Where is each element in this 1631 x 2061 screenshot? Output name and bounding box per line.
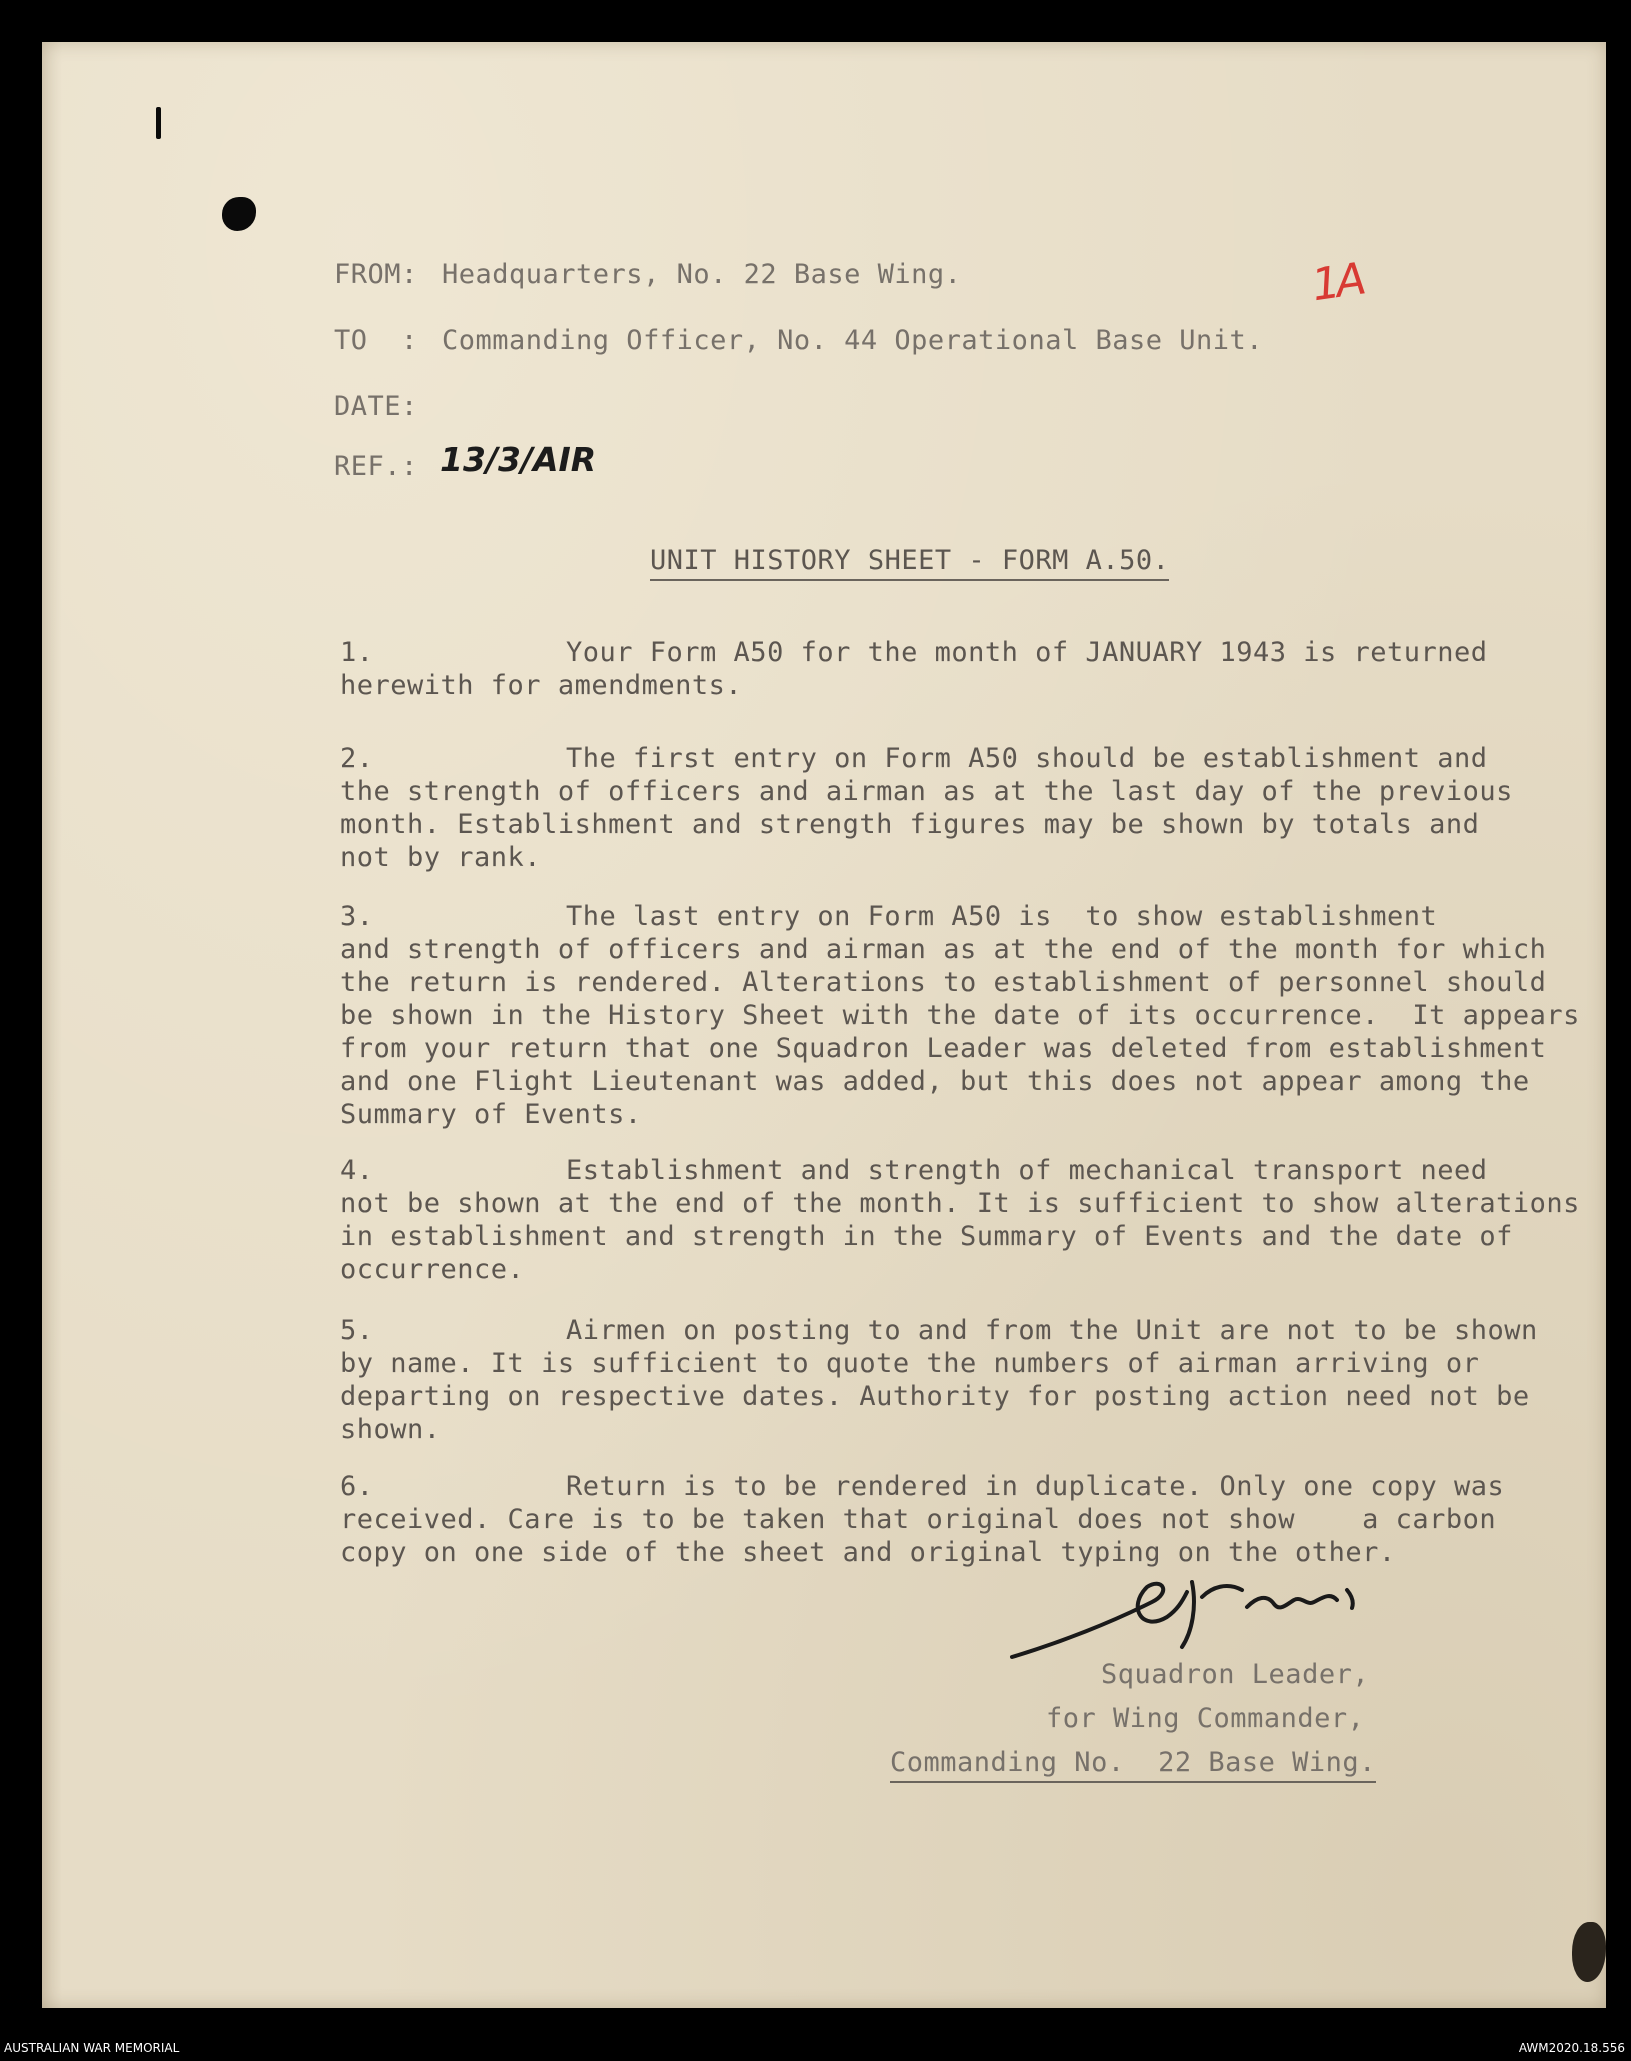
paragraph-body: by name. It is sufficient to quote the numbers of airman arriving or departing on respective dates. Authority for posting action need not be shown. [340,1348,1530,1445]
hole-mark [222,197,256,231]
from-value: Headquarters, No. 22 Base Wing. [442,259,962,290]
to-value: Commanding Officer, No. 44 Operational Base Unit. [442,325,1264,356]
archive-reference: AWM2020.18.556 [1518,2041,1625,2055]
date-label: DATE: [334,391,418,422]
paragraph-number: 1. [340,637,374,668]
paragraph-first-line: Establishment and strength of mechanical transport need [566,1155,1488,1186]
ref-handwritten: 13/3/AIR [440,440,597,479]
paragraph-body: herewith for amendments. [340,670,743,701]
signatory-rank: Squadron Leader, [1101,1659,1370,1690]
to-label: TO : [334,325,418,356]
ref-label: REF.: [334,451,418,482]
paragraph-number: 6. [340,1471,374,1502]
from-label: FROM: [334,259,418,290]
paragraph-first-line: The last entry on Form A50 is to show establishment [566,901,1438,932]
paragraph-first-line: The first entry on Form A50 should be establishment and [566,743,1488,774]
document-page [42,42,1606,2008]
folio-mark: 1A [1308,253,1366,312]
signatory-for-line: for Wing Commander, [1046,1703,1365,1734]
paragraph-first-line: Airmen on posting to and from the Unit are not to be shown [566,1315,1538,1346]
paragraph-body: not be shown at the end of the month. It is sufficient to show alterations in establishment and strength in the Summary of Events and the date of occurrence. [340,1188,1580,1285]
paragraph-number: 2. [340,743,374,774]
paragraph-body: the strength of officers and airman as at the last day of the previous month. Establishment and strength figures may be shown by totals and not by rank. [340,776,1513,873]
paragraph-number: 4. [340,1155,374,1186]
paragraph-number: 5. [340,1315,374,1346]
document-title: UNIT HISTORY SHEET - FORM A.50. [650,544,1169,581]
paragraph-number: 3. [340,901,374,932]
paragraph-first-line: Your Form A50 for the month of JANUARY 1943 is returned [566,637,1488,668]
signatory-unit-line: Commanding No. 22 Base Wing. [890,1746,1376,1783]
paragraph-body: and strength of officers and airman as at the end of the month for which the return is rendered. Alterations to establishment of personnel should be shown in the History Sheet with the date of its occurrence. It appears from your return that one Squadron Leader was deleted from establishment and one Flight Lieutenant was added, but this does not appear among the Summary of Events. [340,934,1580,1130]
signature-scribble [1002,1562,1422,1672]
paragraph-first-line: Return is to be rendered in duplicate. Only one copy was [566,1471,1505,1502]
archive-credit: AUSTRALIAN WAR MEMORIAL [4,2041,180,2055]
stain-mark [1572,1922,1606,1982]
punch-mark [156,107,161,139]
paragraph-body: received. Care is to be taken that original does not show a carbon copy on one side of the sheet and original typing on the other. [340,1504,1497,1568]
